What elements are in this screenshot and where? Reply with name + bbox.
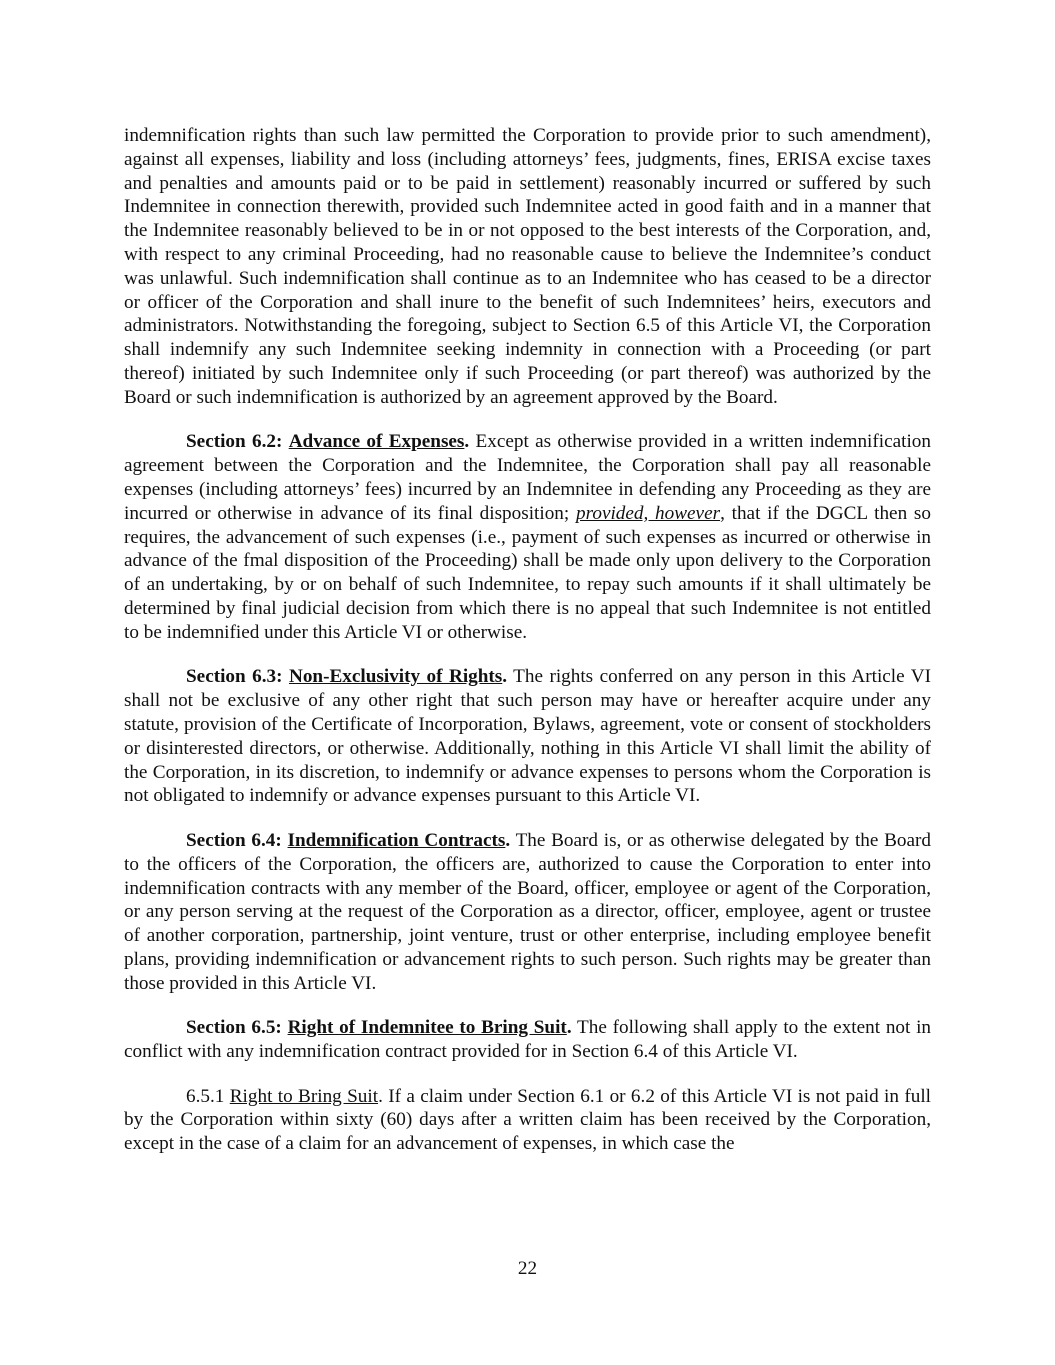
section-title-period: . [566, 1017, 572, 1039]
section-body-text: The rights conferred on any person in this Article VI shall not be exclusive of any other right that such person may have or hereafter acquire under any statute, provision of the Certificate of Incorporation, Bylaws, agreement, vote or consent of stockholders or disinterested directors, or otherwise. Additionally, nothing in this Article VI shall limit the ability of the Corporation, in its discretion, to indemnify or advance expenses to persons whom the Corporation is not obligated to indemnify or advance expenses pursuant to this Article VI. [124, 666, 932, 807]
section-title: Advance of Expenses [288, 431, 465, 453]
section-6-3-paragraph [124, 665, 931, 808]
document-page [124, 124, 931, 1177]
subsection-number: 6.5.1 [186, 1085, 230, 1107]
section-title-period: . [464, 431, 470, 453]
page-number: 22 [517, 1258, 538, 1279]
section-6-5-1-paragraph [124, 1085, 931, 1156]
section-body-text: The Board is, or as otherwise delegated by the Board to the officers of the Corporation, the officers are, authorized to cause the Corporation to enter into indemnification contracts with any member of the Board, officer, employee or agent of the Corporation, or any person serving at the request of the Corporation as a director, officer, employee, agent or trustee of another corporation, partnership, joint venture, trust or other enterprise, including employee benefit plans, providing indemnification or advancement rights to such person. Such rights may be greater than those provided in this Article VI. [124, 829, 932, 994]
section-label: Section 6.4: [186, 829, 282, 851]
paragraph-indemnification-continued [124, 124, 931, 410]
section-6-2-paragraph [124, 430, 931, 644]
section-label: Section 6.2: [186, 431, 283, 453]
section-6-5-paragraph [124, 1016, 931, 1064]
section-title: Non-Exclusivity of Rights [288, 666, 503, 688]
section-title: Right of Indemnitee to Bring Suit [287, 1017, 567, 1039]
provided-however-emphasis: provided, however [576, 502, 721, 524]
section-body-text: The following shall apply to the extent not in conflict with any indemnification contract provided for in Section 6.4 of this Article VI. [124, 1017, 932, 1063]
section-body-text-continued: , that if the DGCL then so requires, the advancement of such expenses (i.e., payment of such expenses as incurred or otherwise in advance of the fmal disposition of the Proceeding) shall be made only upon delivery to the Corporation of an undertaking, by or on behalf of such Indemnitee, to repay such amounts if it shall ultimately be determined by final judicial decision from which there is no appeal that such Indemnitee is not entitled to be indemnified under this Article VI or otherwise. [124, 502, 931, 643]
paragraph-text: indemnification rights than such law permitted the Corporation to provide prior to such amendment), against all expenses, liability and loss (including attorneys’ fees, judgments, fines, ERISA excise taxes and penalties and amounts paid or to be paid in settlement) reasonably incurred or suffered by such Indemnitee in connection therewith, provided such Indemnitee acted in good faith and in a manner that the Indemnitee reasonably believed to be in or not opposed to the best interests of the Corporation, and, with respect to any criminal Proceeding, had no reasonable cause to believe the Indemnitee’s conduct was unlawful. Such indemnification shall continue as to an Indemnitee who has ceased to be a director or officer of the Corporation and shall inure to the benefit of such Indemnitees’ heirs, executors and administrators. Notwithstanding the foregoing, subject to Section 6.5 of this Article VI, the Corporation shall indemnify any such Indemnitee seeking indemnity in connection with a Proceeding (or part thereof) initiated by such Indemnitee only if such Proceeding (or part thereof) was authorized by the Board or such indemnification is authorized by an agreement approved by the Board. [124, 125, 931, 408]
section-title: Indemnification Contracts [287, 829, 506, 851]
subsection-title: Right to Bring Suit [229, 1085, 379, 1107]
section-title-period: . [505, 829, 511, 851]
section-6-4-paragraph [124, 829, 931, 996]
section-label: Section 6.5: [186, 1017, 282, 1039]
section-title-period: . [502, 666, 508, 688]
section-label: Section 6.3: [186, 666, 283, 688]
subsection-body-text: . If a claim under Section 6.1 or 6.2 of this Article VI is not paid in full by the Corporation within sixty (60) days after a written claim has been received by the Corporation, except in the case of a claim for an advancement of expenses, in which case the [124, 1085, 931, 1155]
section-body-text: Except as otherwise provided in a written indemnification agreement between the Corporation and the Indemnitee, the Corporation shall pay all reasonable expenses (including attorneys’ fees) incurred by an Indemnitee in defending any Proceeding as they are incurred or otherwise in advance of its final disposition; [124, 431, 931, 524]
